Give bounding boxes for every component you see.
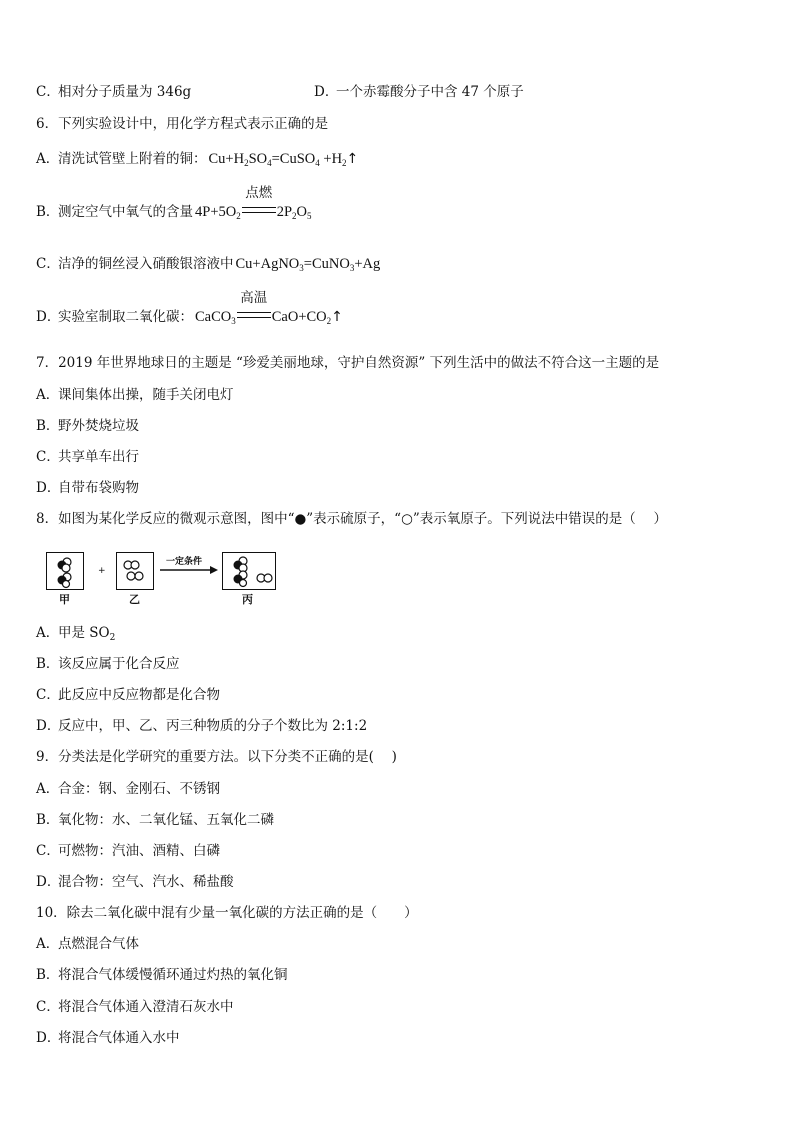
label-jia: 甲 [59, 593, 70, 606]
equation-a: $Cu+H_2SO_4=CuSO_4$ $+H_2↑$ [208, 151, 359, 168]
molecules-jia [47, 553, 83, 589]
q10-option-a: A．点燃混合气体 [36, 936, 139, 952]
reaction-condition: 高温 [236, 308, 272, 326]
q6-option-b: B．测定空气中氧气的含量 $4P+5O_2$ 点燃 $2P_2O_5$ [36, 185, 312, 221]
label-yi: 乙 [129, 593, 140, 606]
equation-d: CaCO$_3$ 高温 $CaO+CO_2↑$ [195, 290, 343, 326]
q5-option-c: C．相对分子质量为 346g [36, 84, 192, 100]
q9-option-d: D．混合物：空气、汽水、稀盐酸 [36, 874, 234, 890]
q8-stem: 8．如图为某化学反应的微观示意图，图中“●”表示硫原子，“○”表示氧原子。下列说法中错误的是（ ） [36, 511, 668, 527]
q10-stem: 10．除去二氧化碳中混有少量一氧化碳的方法正确的是（ ） [36, 905, 418, 921]
q6-stem: 6．下列实验设计中，用化学方程式表示正确的是 [36, 116, 329, 132]
q8-option-d: D．反应中，甲、乙、丙三种物质的分子个数比为 2:1:2 [36, 718, 368, 734]
reaction-condition: 点燃 [241, 203, 277, 221]
q7-option-d: D．自带布袋购物 [36, 480, 139, 496]
q6-option-a: A．清洗试管壁上附着的铜： $Cu+H_2SO_4=CuSO_4$ $+H_2↑$ [36, 151, 359, 168]
equation-c: Cu+AgNO$_3$=CuNO$_3$+Ag [235, 256, 381, 273]
q9-option-a: A．合金：钢、金刚石、不锈钢 [36, 781, 220, 797]
q8-option-a: A．甲是 $SO_2$ [36, 625, 116, 643]
q5-option-d: D．一个赤霉酸分子中含 47 个原子 [314, 84, 524, 100]
q8-option-b: B．该反应属于化合反应 [36, 656, 180, 672]
q10-option-c: C．将混合气体通入澄清石灰水中 [36, 999, 234, 1015]
q8-option-c: C．此反应中反应物都是化合物 [36, 687, 220, 703]
box-bing [222, 552, 276, 590]
q7-option-b: B．野外焚烧垃圾 [36, 418, 139, 434]
q6-option-d: D．实验室制取二氧化碳： CaCO$_3$ 高温 $CaO+CO_2↑$ [36, 290, 343, 326]
box-yi [116, 552, 154, 590]
gas-arrow-icon: ↑ [331, 309, 343, 325]
gas-arrow-icon: ↑ [346, 151, 359, 167]
reaction-micro-diagram [46, 548, 281, 604]
molecules-yi [117, 553, 153, 589]
q10-option-d: D．将混合气体通入水中 [36, 1030, 180, 1046]
reaction-arrow-icon [160, 566, 218, 574]
arrow-condition: 一定条件 [166, 557, 203, 567]
q10-option-b: B．将混合气体缓慢循环通过灼热的氧化铜 [36, 967, 288, 983]
q6-option-c: C．洁净的铜丝浸入硝酸银溶液中 Cu+AgNO$_3$=CuNO$_3$+Ag [36, 256, 381, 273]
plus-sign: + [98, 566, 106, 576]
q9-option-b: B．氧化物：水、二氧化锰、五氧化二磷 [36, 812, 274, 828]
label-bing: 丙 [242, 593, 253, 606]
box-jia [46, 552, 84, 590]
molecules-bing [223, 553, 275, 589]
q7-stem: 7．2019 年世界地球日的主题是 “珍爱美丽地球，守护自然资源” 下列生活中的做法不符合这一主题的是 [36, 355, 660, 371]
q7-option-c: C．共享单车出行 [36, 449, 139, 465]
q9-option-c: C．可燃物：汽油、酒精、白磷 [36, 843, 220, 859]
q7-option-a: A．课间集体出操，随手关闭电灯 [36, 387, 234, 403]
equation-b: $4P+5O_2$ 点燃 $2P_2O_5$ [195, 185, 312, 221]
q9-stem: 9．分类法是化学研究的重要方法。以下分类不正确的是( ) [36, 749, 397, 765]
